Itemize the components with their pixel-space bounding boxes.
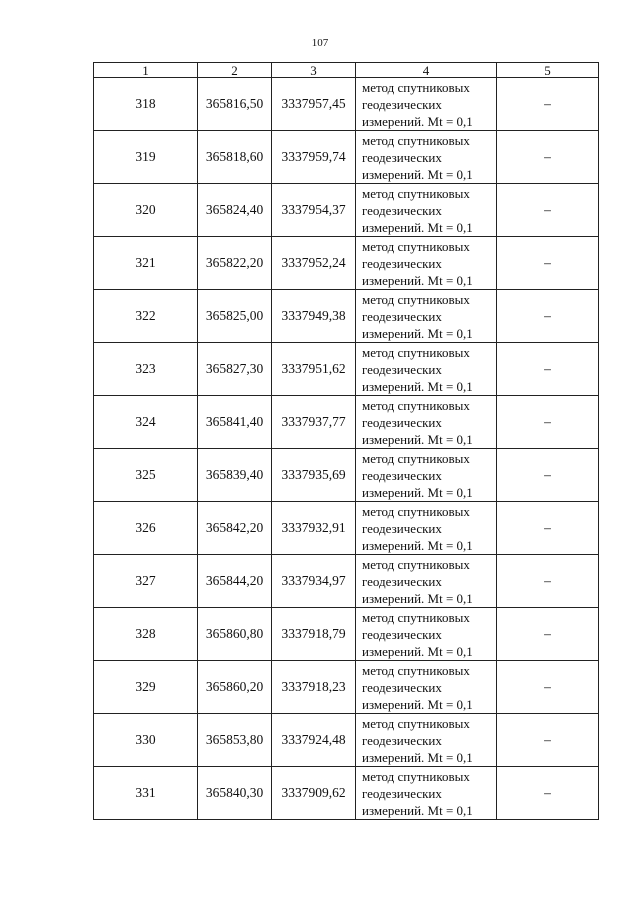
point-number: 322: [94, 290, 198, 343]
column-header-3: 3: [272, 63, 356, 78]
table-row: [94, 714, 599, 767]
method-line: геодезических: [362, 785, 442, 801]
method-description: [356, 608, 497, 661]
coordinate-y: 3337951,62: [272, 343, 356, 396]
method-line: метод спутниковых: [362, 503, 470, 519]
table-row: [94, 184, 599, 237]
method-line: геодезических: [362, 308, 442, 324]
point-number: 324: [94, 396, 198, 449]
coordinate-y: 3337909,62: [272, 767, 356, 820]
method-description: [356, 555, 497, 608]
method-line: измерений. Mt = 0,1: [362, 484, 473, 500]
coordinate-x: 365860,80: [198, 608, 272, 661]
method-line: измерений. Mt = 0,1: [362, 643, 473, 659]
point-number: 321: [94, 237, 198, 290]
method-line: измерений. Mt = 0,1: [362, 749, 473, 765]
coordinate-y: 3337918,23: [272, 661, 356, 714]
table-row: [94, 449, 599, 502]
method-line: метод спутниковых: [362, 662, 470, 678]
point-number: 319: [94, 131, 198, 184]
method-line: метод спутниковых: [362, 768, 470, 784]
note-value: –: [497, 78, 599, 131]
method-line: геодезических: [362, 255, 442, 271]
method-description: [356, 396, 497, 449]
method-line: измерений. Mt = 0,1: [362, 272, 473, 288]
coordinate-y: 3337918,79: [272, 608, 356, 661]
method-line: геодезических: [362, 467, 442, 483]
table-row: [94, 237, 599, 290]
method-description: [356, 661, 497, 714]
method-description: [356, 449, 497, 502]
table-body: [94, 78, 599, 820]
point-number: 327: [94, 555, 198, 608]
column-header-4: 4: [356, 63, 497, 78]
coordinate-x: 365844,20: [198, 555, 272, 608]
table-row: [94, 767, 599, 820]
note-value: –: [497, 290, 599, 343]
column-header-2: 2: [198, 63, 272, 78]
coordinate-x: 365839,40: [198, 449, 272, 502]
table-row: [94, 661, 599, 714]
method-description: [356, 767, 497, 820]
method-description: [356, 343, 497, 396]
method-line: метод спутниковых: [362, 450, 470, 466]
coordinate-x: 365816,50: [198, 78, 272, 131]
point-number: 328: [94, 608, 198, 661]
method-line: метод спутниковых: [362, 291, 470, 307]
method-line: метод спутниковых: [362, 397, 470, 413]
method-line: измерений. Mt = 0,1: [362, 166, 473, 182]
table-row: [94, 290, 599, 343]
column-header-1: 1: [94, 63, 198, 78]
method-line: метод спутниковых: [362, 715, 470, 731]
point-number: 323: [94, 343, 198, 396]
table-row: [94, 555, 599, 608]
method-line: измерений. Mt = 0,1: [362, 113, 473, 129]
coordinate-y: 3337959,74: [272, 131, 356, 184]
method-line: метод спутниковых: [362, 344, 470, 360]
method-line: метод спутниковых: [362, 609, 470, 625]
method-description: [356, 290, 497, 343]
coordinate-x: 365853,80: [198, 714, 272, 767]
method-line: геодезических: [362, 149, 442, 165]
coordinate-x: 365840,30: [198, 767, 272, 820]
method-line: метод спутниковых: [362, 185, 470, 201]
point-number: 326: [94, 502, 198, 555]
method-line: геодезических: [362, 361, 442, 377]
coordinate-y: 3337935,69: [272, 449, 356, 502]
method-line: измерений. Mt = 0,1: [362, 325, 473, 341]
column-header-5: 5: [497, 63, 599, 78]
method-line: измерений. Mt = 0,1: [362, 696, 473, 712]
note-value: –: [497, 608, 599, 661]
note-value: –: [497, 184, 599, 237]
method-line: измерений. Mt = 0,1: [362, 219, 473, 235]
page-number: 107: [311, 37, 329, 49]
method-line: геодезических: [362, 202, 442, 218]
coordinate-x: 365842,20: [198, 502, 272, 555]
coordinate-x: 365822,20: [198, 237, 272, 290]
table-header: [94, 63, 599, 78]
note-value: –: [497, 714, 599, 767]
note-value: –: [497, 502, 599, 555]
coordinate-x: 365818,60: [198, 131, 272, 184]
point-number: 320: [94, 184, 198, 237]
method-line: измерений. Mt = 0,1: [362, 802, 473, 818]
method-line: геодезических: [362, 96, 442, 112]
coordinate-x: 365827,30: [198, 343, 272, 396]
coordinate-x: 365825,00: [198, 290, 272, 343]
coordinate-x: 365860,20: [198, 661, 272, 714]
point-number: 330: [94, 714, 198, 767]
coordinate-y: 3337934,97: [272, 555, 356, 608]
coordinate-y: 3337949,38: [272, 290, 356, 343]
method-description: [356, 502, 497, 555]
table-row: [94, 78, 599, 131]
method-line: геодезических: [362, 414, 442, 430]
coordinate-y: 3337937,77: [272, 396, 356, 449]
note-value: –: [497, 555, 599, 608]
table-row: [94, 396, 599, 449]
method-description: [356, 237, 497, 290]
method-line: метод спутниковых: [362, 132, 470, 148]
coordinate-y: 3337924,48: [272, 714, 356, 767]
method-line: метод спутниковых: [362, 79, 470, 95]
coordinate-x: 365824,40: [198, 184, 272, 237]
coordinate-y: 3337932,91: [272, 502, 356, 555]
header-row: [94, 63, 599, 78]
method-line: измерений. Mt = 0,1: [362, 378, 473, 394]
table-row: [94, 608, 599, 661]
point-number: 325: [94, 449, 198, 502]
method-line: измерений. Mt = 0,1: [362, 431, 473, 447]
coordinate-y: 3337952,24: [272, 237, 356, 290]
coordinate-y: 3337954,37: [272, 184, 356, 237]
method-line: геодезических: [362, 679, 442, 695]
coordinate-y: 3337957,45: [272, 78, 356, 131]
method-line: метод спутниковых: [362, 238, 470, 254]
method-line: измерений. Mt = 0,1: [362, 590, 473, 606]
method-description: [356, 131, 497, 184]
table-row: [94, 343, 599, 396]
method-line: геодезических: [362, 573, 442, 589]
coordinate-x: 365841,40: [198, 396, 272, 449]
note-value: –: [497, 767, 599, 820]
method-line: геодезических: [362, 520, 442, 536]
method-line: геодезических: [362, 732, 442, 748]
note-value: –: [497, 131, 599, 184]
point-number: 331: [94, 767, 198, 820]
method-line: метод спутниковых: [362, 556, 470, 572]
note-value: –: [497, 343, 599, 396]
method-description: [356, 184, 497, 237]
point-number: 318: [94, 78, 198, 131]
method-line: измерений. Mt = 0,1: [362, 537, 473, 553]
method-description: [356, 78, 497, 131]
method-description: [356, 714, 497, 767]
table-row: [94, 502, 599, 555]
coordinates-table: [93, 62, 599, 820]
note-value: –: [497, 449, 599, 502]
note-value: –: [497, 237, 599, 290]
table-row: [94, 131, 599, 184]
note-value: –: [497, 661, 599, 714]
point-number: 329: [94, 661, 198, 714]
method-line: геодезических: [362, 626, 442, 642]
note-value: –: [497, 396, 599, 449]
